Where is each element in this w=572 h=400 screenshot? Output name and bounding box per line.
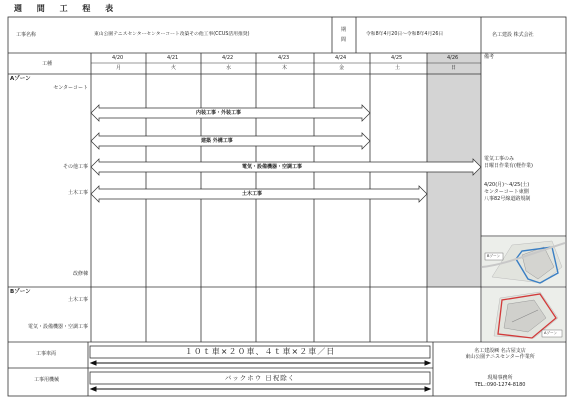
zone-b-label: Bゾーン	[10, 289, 31, 295]
project-name: 東山公園テニスセンターセンターコート改築その他工事(CCUS活用推奨)	[94, 32, 250, 37]
contact-office-label: 現場事務所	[487, 375, 513, 381]
task-bars	[91, 105, 481, 202]
date-4: 4/24	[335, 55, 347, 61]
row-label-other-works: その他工事	[62, 164, 88, 170]
row-label-civil-b: 土木工事	[67, 297, 88, 303]
page-title: 週 間 工 程 表	[14, 4, 120, 13]
date-1: 4/21	[167, 55, 179, 61]
site-map-a-zone	[482, 288, 565, 341]
vehicles-label: 工事車両	[36, 351, 57, 357]
machinery-label: 工事用機械	[34, 377, 60, 383]
weekday-3: 木	[282, 65, 288, 71]
weekday-2: 水	[226, 65, 232, 71]
task-label-civil: 土木工事	[242, 191, 263, 197]
project-name-label: 工事名称	[16, 32, 37, 38]
task-label-architecture-exterior: 建築 外構工事	[201, 138, 233, 144]
weekday-6: 日	[451, 65, 457, 71]
weekday-0: 月	[116, 65, 122, 71]
remark-center-court-east: センターコート東側	[484, 189, 529, 195]
remarks-header: 備考	[484, 54, 495, 60]
remark-sunday-work: 日曜日作業有(軽作業)	[484, 163, 533, 169]
weekday-1: 火	[171, 65, 177, 71]
row-label-center-court: センターコート	[53, 85, 88, 91]
work-type-header: 工種	[42, 61, 53, 67]
date-0: 4/20	[112, 55, 124, 61]
period-value: 令和8年4月20日～令和8年4月26日	[366, 32, 444, 37]
weekday-5: 土	[395, 65, 401, 71]
map-b-zone-label: Bゾーン	[487, 254, 501, 258]
date-5: 4/25	[391, 55, 403, 61]
task-label-electrical: 電気・設備機器・空調工事	[242, 164, 303, 170]
zone-a-label: Aゾーン	[10, 76, 31, 82]
company-name: 名工建設 株式会社	[492, 32, 534, 38]
contact-tel: TEL.:090-1274-8180	[474, 382, 526, 388]
period-label-bottom: 間	[341, 37, 347, 43]
machinery-value: バックホウ 日祝除く	[224, 374, 296, 382]
date-6: 4/26	[447, 55, 459, 61]
date-3: 4/23	[278, 55, 290, 61]
map-a-zone-label: Aゾーン	[544, 331, 558, 335]
site-map-b-zone	[482, 237, 565, 286]
date-2: 4/22	[222, 55, 234, 61]
row-label-electrical-b: 電気・設備機器・空調工事	[27, 324, 88, 330]
period-label-top: 期	[341, 27, 347, 33]
row-label-renovation: 改修棟	[72, 271, 88, 277]
remark-electrical-only: 電気工事のみ	[484, 156, 515, 162]
weekday-4: 金	[339, 65, 345, 71]
vehicles-value: １０ｔ車×２０車、４ｔ車×２車／日	[184, 347, 336, 356]
task-label-interior-exterior: 内装工事・外装工事	[196, 110, 242, 116]
remark-road-restriction: 八事82号線道路規制	[484, 196, 531, 202]
remark-date-range: 4/20(月)～4/25(土)	[484, 182, 530, 188]
row-label-civil-a: 土木工事	[67, 190, 88, 196]
contact-site-office: 東山公園テニスセンター作業所	[465, 354, 535, 360]
contact-branch: 名工建設㈱ 名古屋支店	[474, 348, 526, 354]
